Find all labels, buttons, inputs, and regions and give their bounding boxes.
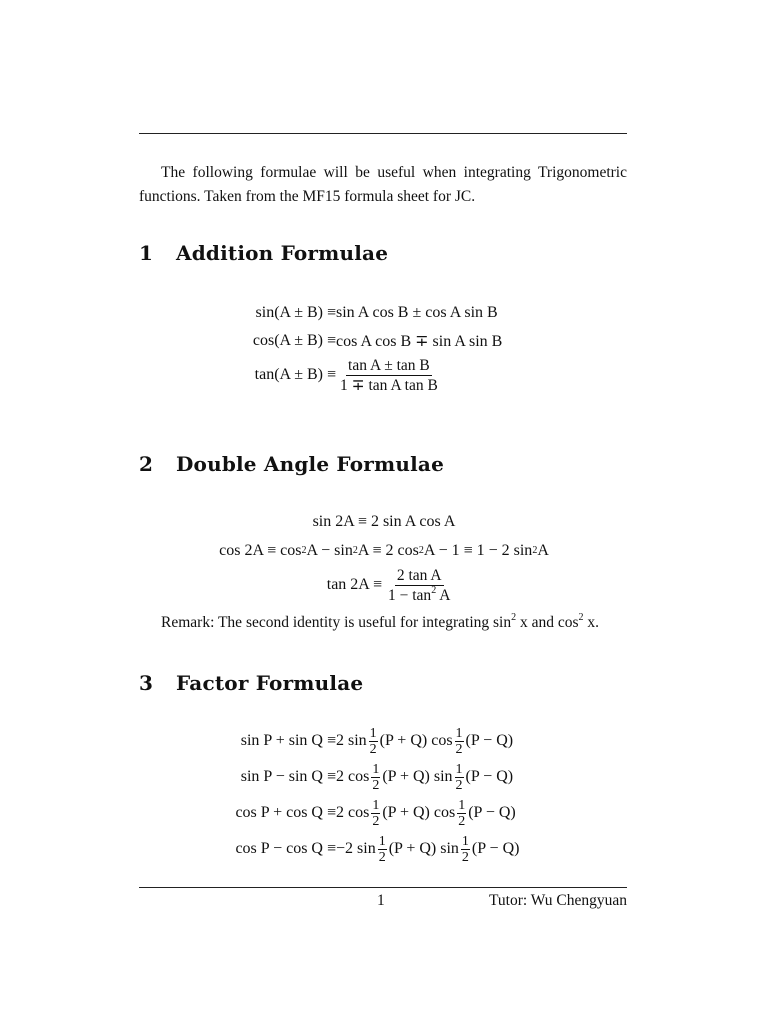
section-heading-double-angle bbox=[139, 452, 444, 476]
equation-factor-row: cos P − cos Q ≡ −2 sin $\frac{1}{2}$ (P + Q) sin $\frac{1}{2}$ (P − Q) bbox=[235, 833, 520, 865]
section-heading-addition bbox=[139, 241, 388, 265]
section-title: Addition Formulae bbox=[176, 241, 389, 265]
half-fraction: $\frac{1}{2}$ bbox=[455, 761, 463, 793]
footer-rule bbox=[139, 887, 627, 888]
equation-factor-row: sin P − sin Q ≡ 2 cos $\frac{1}{2}$ (P + Q) sin $\frac{1}{2}$ (P − Q) bbox=[240, 761, 514, 793]
equation-factor-row: sin P + sin Q ≡ 2 sin $\frac{1}{2}$ (P + Q) cos $\frac{1}{2}$ (P − Q) bbox=[240, 725, 514, 757]
equation-sin-double: sin 2A ≡ 2 sin A cos A bbox=[312, 513, 456, 530]
equation-cos-addition: cos(A ± B) ≡ cos A cos B ∓ sin A sin B bbox=[252, 332, 503, 350]
half-fraction: $\frac{1}{2}$ bbox=[458, 797, 466, 829]
equation-tan-addition: tan(A ± B) ≡ $\frac{\text{tan A ± tan B}}{\text{1 ∓ tan A tan B}}$ bbox=[254, 356, 438, 394]
section-title: Factor Formulae bbox=[176, 671, 364, 695]
half-fraction: $\frac{1}{2}$ bbox=[372, 761, 380, 793]
section-number: 2 bbox=[139, 452, 154, 476]
footer-tutor: Tutor: Wu Chengyuan bbox=[488, 892, 627, 909]
top-rule bbox=[139, 133, 627, 134]
half-fraction: $\frac{1}{2}$ bbox=[369, 725, 377, 757]
section-number: 3 bbox=[139, 671, 154, 695]
section-number: 1 bbox=[139, 241, 154, 265]
equation-tan-double: tan 2A ≡ $\frac{\text{2 tan A}}{1 - \tan^2 A}$ bbox=[326, 566, 451, 604]
section-title: Double Angle Formulae bbox=[176, 452, 444, 476]
page-number: 1 bbox=[377, 892, 385, 909]
equation-factor-row: cos P + cos Q ≡ 2 cos $\frac{1}{2}$ (P + Q) cos $\frac{1}{2}$ (P − Q) bbox=[235, 797, 516, 829]
half-fraction: $\frac{1}{2}$ bbox=[455, 725, 463, 757]
remark-text: Remark: The second identity is useful for integrating $\sin^2 x$ and $\cos^2 x$. bbox=[161, 612, 600, 631]
equation-sin-addition: sin(A ± B) ≡ sin A cos B ± cos A sin B bbox=[255, 304, 498, 321]
fraction: $\frac{\text{tan A ± tan B}}{\text{1 ∓ tan A tan B}}$ bbox=[340, 356, 438, 394]
fraction: $\frac{\text{2 tan A}}{1 - \tan^2 A}$ bbox=[388, 566, 451, 604]
equation-cos-double: cos 2A ≡ cos 2 A − sin 2 A ≡ 2 cos 2 A − 1 ≡ 1 − 2 sin 2 A bbox=[219, 542, 549, 559]
half-fraction: $\frac{1}{2}$ bbox=[378, 833, 386, 865]
half-fraction: $\frac{1}{2}$ bbox=[372, 797, 380, 829]
intro-paragraph: The following formulae will be useful when integrating Trigonometric functions. Taken from the MF15 formula sheet for JC. bbox=[139, 164, 627, 205]
section-heading-factor bbox=[139, 671, 363, 695]
half-fraction: $\frac{1}{2}$ bbox=[461, 833, 469, 865]
